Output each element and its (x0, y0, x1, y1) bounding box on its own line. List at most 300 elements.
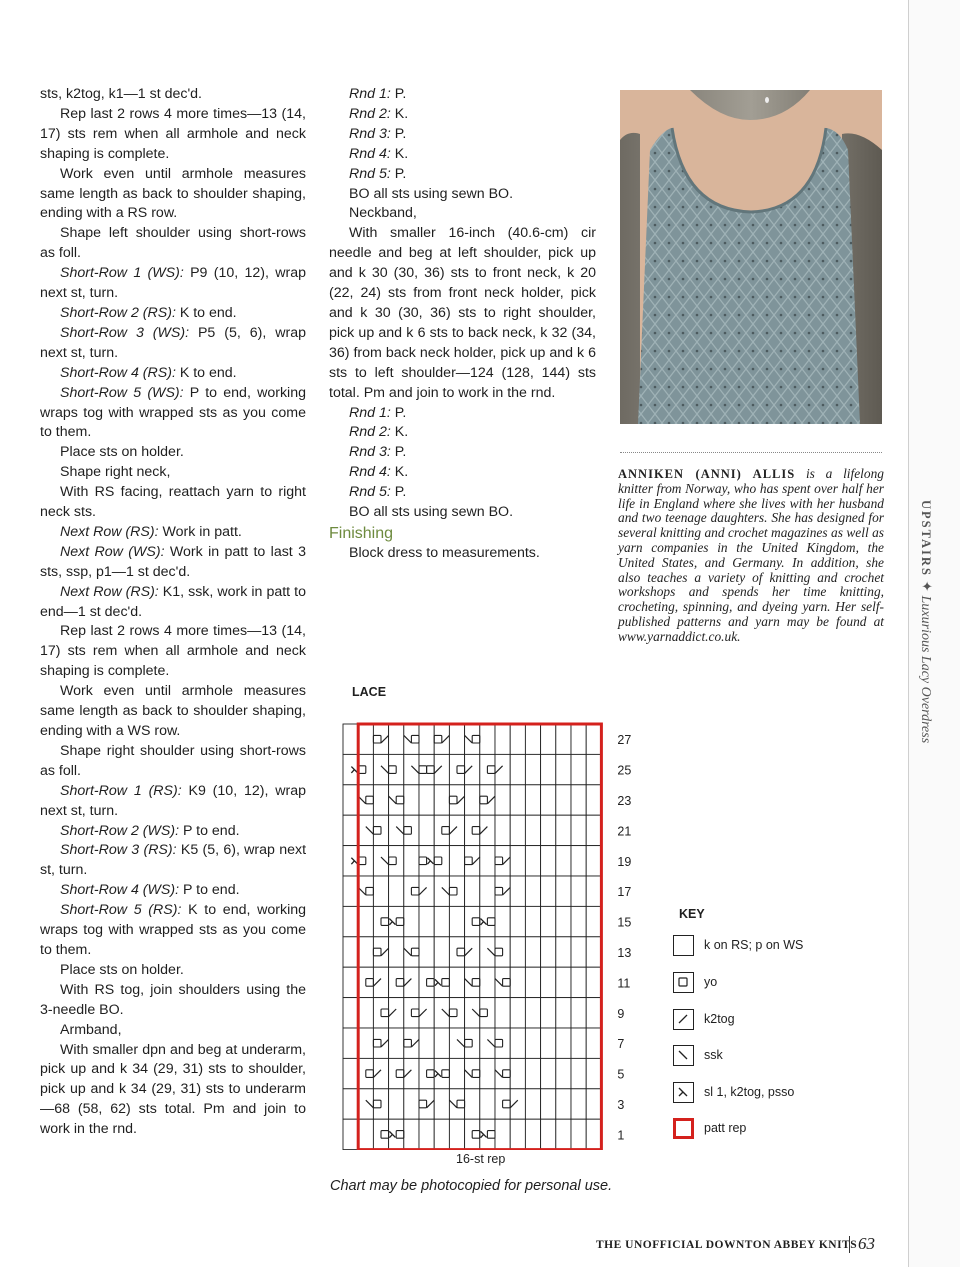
text-column-1 (40, 85, 306, 1140)
chart-cell (510, 937, 525, 967)
key-label: k2tog (704, 1012, 735, 1026)
paragraph (329, 105, 596, 125)
row-label: Rnd 1: (349, 404, 391, 421)
paragraph (329, 544, 596, 564)
section-label: UPSTAIRS (919, 500, 933, 577)
chart-cell (449, 1058, 464, 1088)
paragraph (40, 463, 306, 483)
paragraph (40, 483, 306, 523)
paragraph-text: P. (390, 165, 407, 182)
chart-cell (571, 754, 586, 784)
chart-cell (586, 876, 601, 906)
row-number: 15 (617, 915, 632, 930)
chart-cell (358, 998, 373, 1028)
chart-cell (419, 937, 434, 967)
chart-cell (358, 815, 373, 845)
chart-cell (358, 1119, 373, 1149)
chart-cell (419, 998, 434, 1028)
paragraph-text: Work even until armhole measures same length as back to shoulder shaping, ending with a WS row. (40, 683, 306, 739)
paragraph-text: BO all sts using sewn BO. (349, 185, 514, 202)
chart-cell (525, 1089, 540, 1119)
chart-cell (389, 815, 404, 845)
chart-cell (525, 815, 540, 845)
chart-cell (510, 906, 525, 936)
paragraph (40, 622, 306, 682)
paragraph (40, 742, 306, 782)
row-number: 13 (617, 946, 632, 960)
row-label: Rnd 3: (349, 125, 391, 142)
chart-cell (495, 785, 510, 815)
chart-cell (404, 967, 419, 997)
chart-cell (556, 967, 571, 997)
chart-cell (495, 815, 510, 845)
row-label: Short-Row 1 (RS): (60, 782, 182, 799)
paragraph-text: K to end, working wraps tog with wrapped sts as you come to them. (40, 902, 306, 958)
paragraph (40, 304, 306, 324)
paragraph-text: With RS tog, join shoulders using the 3-needle BO. (40, 981, 306, 1018)
chart-cell (343, 724, 358, 754)
paragraph (329, 483, 596, 503)
separator-icon: ✦ (918, 580, 933, 593)
paragraph (40, 324, 306, 364)
paragraph (40, 841, 306, 881)
chart-cell (434, 1119, 449, 1149)
paragraph (329, 404, 596, 424)
chart-cell (465, 937, 480, 967)
chart-cell (586, 1028, 601, 1058)
chart-cell (541, 785, 556, 815)
row-label: Short-Row 4 (RS): (60, 364, 176, 381)
chart-cell (525, 1119, 540, 1149)
paragraph (329, 204, 596, 224)
row-label: Short-Row 2 (RS): (60, 304, 176, 321)
chart-cell (541, 1089, 556, 1119)
paragraph (329, 145, 596, 165)
chart-cell (541, 1028, 556, 1058)
chart-cell (556, 724, 571, 754)
paragraph-text: Shape right shoulder using short-rows as foll. (40, 742, 306, 779)
row-label: Next Row (WS): (60, 543, 165, 560)
row-label: Rnd 2: (349, 424, 391, 441)
chart-cell (449, 815, 464, 845)
chart-cell (480, 815, 495, 845)
paragraph-text: Place sts on holder. (60, 444, 184, 461)
paragraph-text: Place sts on holder. (60, 961, 184, 978)
chart-cell (404, 1119, 419, 1149)
chart-cell (480, 846, 495, 876)
chart-caption: Chart may be photocopied for personal use. (330, 1178, 613, 1194)
paragraph (40, 165, 306, 225)
row-label: Short-Row 2 (WS): (60, 822, 180, 839)
chart-cell (495, 724, 510, 754)
chart-cell (586, 998, 601, 1028)
chart-cell (480, 967, 495, 997)
row-label: Rnd 5: (349, 165, 391, 182)
chart-cell (465, 785, 480, 815)
paragraph (329, 443, 596, 463)
paragraph (40, 364, 306, 384)
chart-cell (571, 967, 586, 997)
chart-cell (586, 815, 601, 845)
chart-cell (586, 1119, 601, 1149)
chart-cell (434, 754, 449, 784)
chart-cell (343, 876, 358, 906)
row-number: 17 (617, 885, 632, 900)
pattern-name: Luxurious Lacy Overdress (918, 595, 933, 744)
row-number: 25 (617, 763, 632, 778)
paragraph-text: Work in patt. (158, 523, 242, 540)
row-number: 7 (617, 1037, 625, 1052)
chart-cell (343, 1119, 358, 1149)
key-title: KEY (679, 907, 705, 921)
chart-cell (510, 876, 525, 906)
chart-cell (434, 785, 449, 815)
chart-cell (510, 1089, 525, 1119)
chart-cell (465, 876, 480, 906)
chart-cell (510, 1119, 525, 1149)
row-label: Rnd 2: (349, 105, 391, 122)
blank-icon (673, 935, 694, 956)
paragraph (40, 443, 306, 463)
paragraph-text: K. (390, 105, 409, 122)
lace-chart (335, 720, 655, 1150)
paragraph (329, 85, 596, 105)
repeat-label: 16-st rep (456, 1152, 506, 1166)
chart-cell (495, 1119, 510, 1149)
chart-cell (449, 724, 464, 754)
chart-cell (480, 724, 495, 754)
paragraph (40, 85, 306, 105)
row-label: Short-Row 5 (WS): (60, 384, 184, 401)
chart-cell (556, 937, 571, 967)
paragraph-text: With smaller 16-inch (40.6-cm) cir needle and beg at left shoulder, pick up and k 30 (30, 36) sts to front neck, k 20 (22, 24) sts from front neck holder, pick and k 30 (30, 36) sts to right shoulder, pick up and k 6 sts to back neck, k 32 (34, 36) from back neck holder, pick up and k 6 sts to left shoulder—124 (128, 144) sts total. Pm and join to work in the rnd. (329, 225, 596, 401)
chart-cell (419, 785, 434, 815)
chart-cell (343, 967, 358, 997)
chart-cell (434, 906, 449, 936)
chart-cell (571, 1028, 586, 1058)
chart-cell (586, 967, 601, 997)
paragraph (40, 224, 306, 264)
key-label: ssk (704, 1048, 723, 1062)
section-heading: Finishing (329, 524, 394, 542)
chart-cell (556, 846, 571, 876)
paragraph-text: Block dress to measurements. (349, 544, 540, 561)
row-number: 11 (617, 976, 631, 991)
row-number: 3 (617, 1098, 625, 1112)
chart-cell (556, 1058, 571, 1088)
chart-cell (541, 998, 556, 1028)
chart-cell (525, 1058, 540, 1088)
paragraph-text: P5 (5, 6), wrap next st, turn. (40, 324, 306, 361)
chart-cell (434, 998, 449, 1028)
chart-title: LACE (352, 685, 387, 699)
chart-cell (495, 998, 510, 1028)
paragraph-text: P. (390, 444, 407, 461)
chart-cell (465, 998, 480, 1028)
footer-divider (849, 1236, 850, 1253)
chart-cell (343, 846, 358, 876)
paragraph-text: Rep last 2 rows 4 more times—13 (14, 17) sts rem when all armhole and neck shaping is complete. (40, 105, 306, 162)
chart-cell (404, 846, 419, 876)
chart-cell (343, 785, 358, 815)
chart-cell (510, 967, 525, 997)
chart-cell (449, 967, 464, 997)
row-number: 21 (617, 824, 632, 839)
chart-cell (510, 846, 525, 876)
row-label: Short-Row 3 (WS): (60, 324, 190, 341)
chart-cell (434, 937, 449, 967)
key-label: sl 1, k2tog, psso (704, 1085, 795, 1099)
paragraph-text: P. (390, 404, 407, 421)
row-number: 27 (617, 733, 632, 748)
chart-cell (343, 754, 358, 784)
designer-bio-text: is a lifelong knitter from Norway, who has spent over half her life in England where she lives with her husband and two teenage daughters. She has designed for several knitting and crochet magazines as well as yarn companies in the United Kingdom, the United States, and Germany. In addition, she also teaches a variety of knitting and crochet workshops and spends her time knitting, crocheting, spinning, and dyeing yarn. Her self-published patterns and yarn may be found at www.yarnaddict.co.uk. (618, 466, 884, 644)
paragraph-text: P. (390, 125, 407, 142)
paragraph (40, 384, 306, 444)
paragraph (40, 881, 306, 901)
row-label: Short-Row 5 (RS): (60, 902, 182, 919)
chart-cell (586, 906, 601, 936)
paragraph-text: P to end. (179, 882, 240, 899)
chart-cell (404, 754, 419, 784)
chart-cell (510, 1058, 525, 1088)
paragraph (40, 583, 306, 623)
chart-cell (419, 724, 434, 754)
page-number: 63 (858, 1234, 875, 1253)
paragraph-text: K. (390, 424, 409, 441)
chart-cell (434, 876, 449, 906)
paragraph (40, 901, 306, 961)
chart-cell (358, 1028, 373, 1058)
paragraph-text: K to end. (175, 304, 237, 321)
chart-cell (419, 1028, 434, 1058)
chart-cell (556, 754, 571, 784)
paragraph-text: Armband, (60, 1021, 122, 1038)
paragraph-text: K. (390, 145, 409, 162)
chart-cell (358, 906, 373, 936)
paragraph-text: Work even until armhole measures same length as back to shoulder shaping, ending with a RS row. (40, 165, 306, 222)
paragraph-text: P. (390, 86, 407, 102)
chart-cell (480, 1058, 495, 1088)
chart-cell (389, 1028, 404, 1058)
chart-cell (389, 998, 404, 1028)
chart-cell (373, 846, 388, 876)
chart-cell (419, 815, 434, 845)
k2tog-icon (673, 1009, 694, 1030)
side-tab (908, 0, 960, 1267)
chart-cell (510, 754, 525, 784)
sk2p-icon (673, 1082, 694, 1103)
chart-cell (465, 1089, 480, 1119)
chart-cell (556, 876, 571, 906)
row-label: Rnd 3: (349, 444, 391, 461)
chart-cell (358, 1089, 373, 1119)
chart-cell (556, 998, 571, 1028)
chart-cell (586, 937, 601, 967)
row-number: 5 (617, 1067, 625, 1082)
paragraph-text: K. (390, 464, 409, 481)
chart-cell (541, 846, 556, 876)
chart-cell (541, 937, 556, 967)
chart-cell (495, 754, 510, 784)
row-label: Rnd 4: (349, 464, 391, 481)
paragraph (40, 1041, 306, 1141)
chart-cell (343, 998, 358, 1028)
chart-cell (586, 846, 601, 876)
chart-cell (586, 1058, 601, 1088)
row-label: Short-Row 3 (RS): (60, 842, 177, 859)
chart-cell (525, 906, 540, 936)
chart-cell (358, 724, 373, 754)
chart-cell (571, 1089, 586, 1119)
chart-cell (541, 754, 556, 784)
row-number: 1 (617, 1128, 625, 1143)
paragraph-text: Rep last 2 rows 4 more times—13 (14, 17) sts rem when all armhole and neck shaping is complete. (40, 623, 306, 680)
paragraph (40, 961, 306, 981)
chart-cell (510, 998, 525, 1028)
row-number: 9 (617, 1006, 625, 1021)
chart-cell (389, 876, 404, 906)
paragraph-text: K5 (5, 6), wrap next st, turn. (40, 842, 307, 879)
chart-cell (525, 937, 540, 967)
rep-icon (673, 1118, 694, 1139)
chart-cell (571, 724, 586, 754)
ssk-icon (673, 1045, 694, 1066)
chart-cell (586, 754, 601, 784)
chart-cell (373, 754, 388, 784)
chart-cell (556, 785, 571, 815)
chart-cell (541, 967, 556, 997)
paragraph-text: P to end. (179, 822, 240, 839)
paragraph-text: BO all sts using sewn BO. (349, 504, 514, 521)
paragraph-text: Shape left shoulder using short-rows as foll. (40, 225, 306, 262)
paragraph-text: Neckband, (349, 205, 417, 222)
chart-cell (556, 1028, 571, 1058)
chart-cell (586, 785, 601, 815)
model-photo (620, 90, 882, 424)
paragraph (329, 463, 596, 483)
chart-cell (449, 1028, 464, 1058)
chart-cell (480, 1089, 495, 1119)
row-label: Rnd 5: (349, 484, 391, 501)
photo-divider (620, 452, 882, 453)
chart-cell (480, 1028, 495, 1058)
row-label: Next Row (RS): (60, 583, 159, 600)
row-number: 23 (617, 794, 632, 808)
chart-cell (525, 967, 540, 997)
paragraph-text: K to end. (175, 364, 237, 381)
chart-cell (556, 906, 571, 936)
chart-cell (495, 906, 510, 936)
chart-cell (571, 785, 586, 815)
chart-cell (571, 1058, 586, 1088)
chart-cell (541, 1119, 556, 1149)
paragraph (40, 782, 306, 822)
chart-cell (541, 815, 556, 845)
chart-cell (556, 1119, 571, 1149)
chart-cell (343, 1028, 358, 1058)
chart-cell (571, 906, 586, 936)
chart-cell (510, 785, 525, 815)
key-label: yo (704, 975, 718, 989)
chart-cell (525, 846, 540, 876)
paragraph (40, 264, 306, 304)
chart-cell (419, 906, 434, 936)
chart-cell (449, 846, 464, 876)
chart-cell (525, 724, 540, 754)
chart-cell (343, 815, 358, 845)
paragraph (329, 423, 596, 443)
chart-cell (571, 846, 586, 876)
text-column-2 (329, 85, 596, 564)
paragraph-text: P9 (10, 12), wrap next st, turn. (40, 265, 306, 302)
paragraph (40, 543, 306, 583)
chart-cell (525, 785, 540, 815)
row-label: Short-Row 1 (WS): (60, 265, 184, 282)
paragraph-text: sts, k2tog, k1—1 st dec'd. (40, 86, 202, 102)
chart-cell (541, 876, 556, 906)
chart-cell (510, 724, 525, 754)
chart-cell (480, 937, 495, 967)
chart-cell (449, 906, 464, 936)
paragraph-text: With smaller dpn and beg at underarm, pick up and k 34 (29, 31) sts to shoulder, pick up and k 34 (29, 31) sts to underarm—68 (58, 62) sts total. Pm and join to work in the rnd. (40, 1041, 306, 1138)
row-label: Next Row (RS): (60, 523, 159, 540)
row-label: Rnd 1: (349, 86, 391, 102)
paragraph (40, 1021, 306, 1041)
chart-cell (525, 876, 540, 906)
paragraph-text: Work in patt to last 3 sts, ssp, p1—1 st dec'd. (40, 543, 306, 580)
paragraph (40, 822, 306, 842)
chart-cell (571, 876, 586, 906)
chart-cell (373, 876, 388, 906)
chart-cell (525, 1028, 540, 1058)
chart-cell (571, 1119, 586, 1149)
footer-book-title: THE UNOFFICIAL DOWNTON ABBEY KNITS (596, 1239, 858, 1251)
chart-cell (373, 785, 388, 815)
chart-cell (419, 1119, 434, 1149)
chart-cell (434, 1028, 449, 1058)
chart-cell (525, 998, 540, 1028)
designer-name: ANNIKEN (ANNI) ALLIS (618, 467, 796, 481)
paragraph (40, 682, 306, 742)
paragraph-text: K1, ssk, work in patt to end—1 st dec'd. (40, 583, 306, 620)
paragraph-text: P to end, working wraps tog with wrapped sts as you come to them. (40, 384, 306, 441)
paragraph-text: P. (390, 484, 407, 501)
chart-cell (404, 785, 419, 815)
row-number: 19 (617, 854, 632, 869)
chart-cell (465, 754, 480, 784)
chart-cell (404, 906, 419, 936)
row-label: Rnd 4: (349, 145, 391, 162)
chart-cell (510, 1028, 525, 1058)
chart-cell (419, 876, 434, 906)
paragraph-text: K9 (10, 12), wrap next st, turn. (40, 782, 306, 819)
chart-cell (343, 906, 358, 936)
chart-cell (358, 937, 373, 967)
chart-cell (556, 1089, 571, 1119)
chart-cell (404, 1089, 419, 1119)
row-label: Short-Row 4 (WS): (60, 882, 180, 899)
chart-cell (571, 815, 586, 845)
chart-cell (449, 1119, 464, 1149)
chart-cell (343, 1058, 358, 1088)
paragraph (40, 105, 306, 165)
chart-cell (373, 967, 388, 997)
chart-cell (586, 724, 601, 754)
paragraph-text: With RS facing, reattach yarn to right neck sts. (40, 484, 306, 521)
chart-cell (541, 906, 556, 936)
chart-cell (541, 1058, 556, 1088)
